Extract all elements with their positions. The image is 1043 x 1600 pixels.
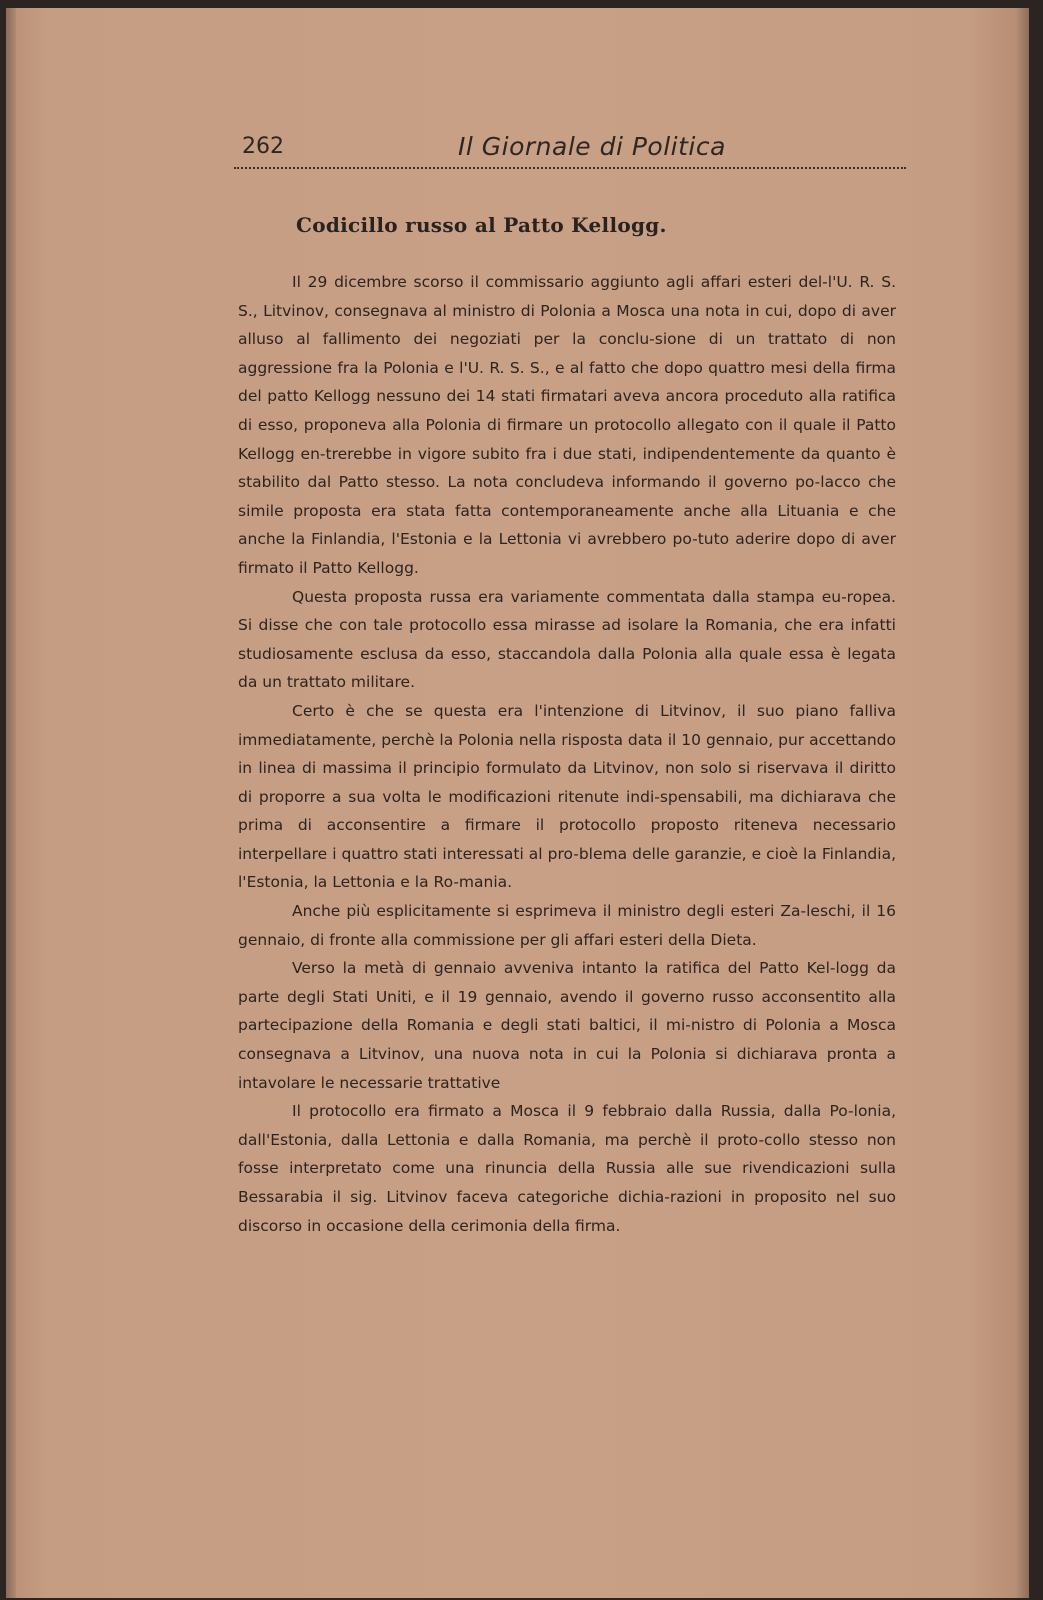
page-header [242, 134, 922, 170]
page-number: 262 [242, 134, 284, 159]
scanned-page [6, 8, 1029, 1598]
paragraph: Verso la metà di gennaio avveniva intanto la ratifica del Patto Kel-logg da parte degli Stati Uniti, e il 19 gennaio, avendo il governo russo acconsentito alla partecipazione della Romania e degli stati baltici, il mi-nistro di Polonia a Mosca consegnava a Litvinov, una nuova nota in cui la Polonia si dichiarava pronta a intavolare le necessarie trattative [238, 959, 896, 1092]
header-dotted-rule [234, 167, 906, 169]
paragraph: Il 29 dicembre scorso il commissario aggiunto agli affari esteri del-l'U. R. S. S., Litvinov, consegnava al ministro di Polonia a Mosca una nota in cui, dopo di aver alluso al fallimento dei negoziati per la conclu-sione di un trattato di non aggressione fra la Polonia e l'U. R. S. S., e al fatto che dopo quattro mesi della firma del patto Kellogg nessuno dei 14 stati firmatari aveva ancora proceduto alla ratifica di esso, proponeva alla Polonia di firmare un protocollo allegato con il quale il Patto Kellogg en-trerebbe in vigore subito fra i due stati, indipendentemente da quanto è stabilito dal Patto stesso. La nota concludeva informando il governo po-lacco che simile proposta era stata fatta contemporaneamente anche alla Lituania e che anche la Finlandia, l'Estonia e la Lettonia vi avrebbero po-tuto aderire dopo di aver firmato il Patto Kellogg. [238, 273, 896, 577]
paragraph: Il protocollo era firmato a Mosca il 9 febbraio dalla Russia, dalla Po-lonia, dall'Estonia, dalla Lettonia e dalla Romania, ma perchè il proto-collo stesso non fosse interpretato come una rinuncia della Russia alle sue rivendicazioni sulla Bessarabia il sig. Litvinov faceva categoriche dichia-razioni in proposito nel suo discorso in occasione della cerimonia della firma. [238, 1102, 896, 1235]
running-title: Il Giornale di Politica [458, 132, 726, 161]
article-body [238, 268, 896, 1240]
paragraph: Questa proposta russa era variamente commentata dalla stampa eu-ropea. Si disse che con tale protocollo essa mirasse ad isolare la Romania, che era infatti studiosamente esclusa da esso, staccandola dalla Polonia alla quale essa è legata da un trattato militare. [238, 587, 896, 692]
paragraph: Certo è che se questa era l'intenzione di Litvinov, il suo piano falliva immediatamente, perchè la Polonia nella risposta data il 10 gennaio, pur accettando in linea di massima il principio formulato da Litvinov, non solo si riservava il diritto di proporre a sua volta le modificazioni ritenute indi-spensabili, ma dichiarava che prima di acconsentire a firmare il protocollo proposto riteneva necessario interpellare i quattro stati interessati al pro-blema delle garanzie, e cioè la Finlandia, l'Estonia, la Lettonia e la Ro-mania. [238, 701, 896, 892]
paragraph: Anche più esplicitamente si esprimeva il ministro degli esteri Za-leschi, il 16 gennaio, di fronte alla commissione per gli affari esteri della Dieta. [238, 902, 896, 949]
article-title: Codicillo russo al Patto Kellogg. [296, 213, 667, 237]
